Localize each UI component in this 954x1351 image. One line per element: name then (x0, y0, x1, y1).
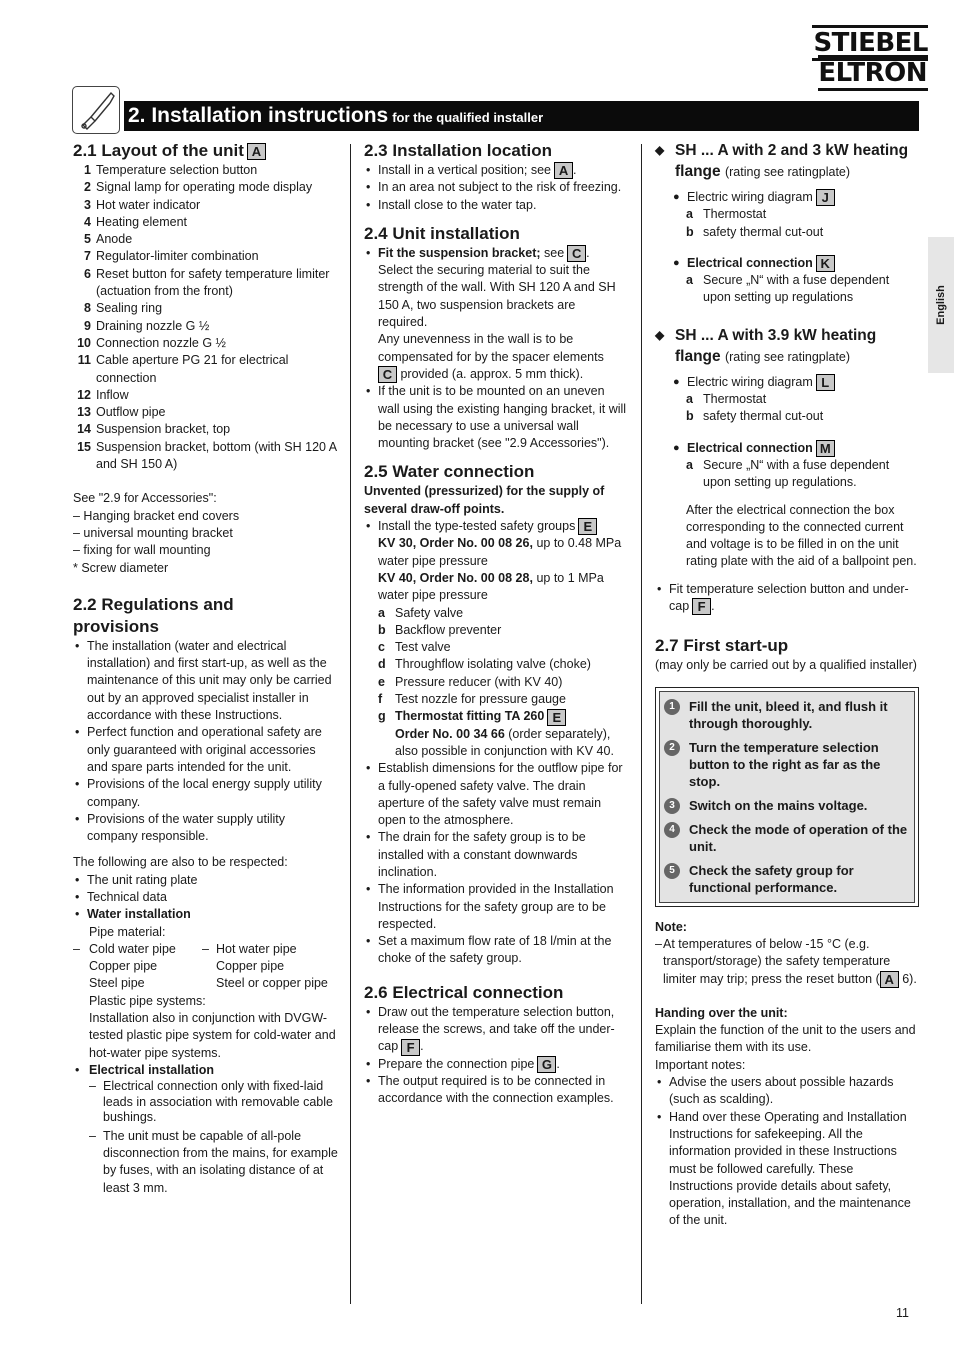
section-2-2-title: 2.2 Regulations and provisions (73, 594, 234, 636)
installation-list (364, 245, 627, 453)
start-up-step (664, 862, 908, 896)
wiring-diagram-l: ● Electric wiring diagram L (671, 374, 919, 391)
layout-item (73, 352, 339, 387)
sub-item: g Thermostat fitting TA 260 E Order No. 00 34 66 (order separately), also possible in conjunction with KV 40. (378, 709, 614, 758)
start-up-steps-box (655, 687, 919, 907)
layout-item (73, 335, 339, 352)
figure-ref: F (692, 598, 711, 615)
plastic-label: Plastic pipe systems: (89, 993, 206, 1008)
note-heading: Note: (655, 919, 687, 934)
item-number: 3 (84, 197, 91, 212)
pipe-cell: Steel pipe (89, 976, 145, 991)
electrical-note: – The unit must be capable of all-pole disconnection from the mains, for example by fuses, with an isolating distance of at least 3 mm. (89, 1128, 339, 1197)
layout-item (73, 318, 339, 335)
brand-logo: STIEBEL ELTRON (722, 28, 928, 58)
item-label: Reset button for safety temperature limiter (actuation from the front) (96, 266, 330, 299)
section-2-6-title: 2.6 Electrical connection (364, 982, 564, 1002)
start-up-steps (659, 691, 915, 903)
item-label: Draining nozzle G ½ (96, 318, 210, 333)
list-item: • Provisions of the local energy supply utility company. (73, 776, 339, 811)
step-text: Turn the temperature selection button to the right as far as the stop. (689, 739, 881, 789)
item-number: 15 (77, 439, 91, 454)
section-2-3-title: 2.3 Installation location (364, 141, 552, 160)
step-text: Fill the unit, bleed it, and flush it through thoroughly. (689, 698, 888, 731)
list-item: • In an area not subject to the risk of freezing. (364, 179, 627, 196)
list-item: • Install the type-tested safety groups E KV 30, Order No. 00 08 26, up to 0.48 MPa water pipe pressure KV 40, Order No. 00 08 28, up to 1 MPa water pipe pressure (364, 518, 627, 604)
layout-item (73, 404, 339, 421)
sub-item: b safety thermal cut-out (686, 409, 824, 424)
figure-ref: K (816, 255, 835, 272)
language-tab: English (928, 237, 954, 373)
water-intro: Unvented (pressurized) for the supply of several draw-off points. (364, 484, 605, 516)
sub-item: a Thermostat (686, 207, 767, 222)
layout-item (73, 300, 339, 317)
pipe-table (73, 941, 339, 993)
sh-2-3kw-title: ◆ SH ... A with 2 and 3 kW heating flange (rating see ratingplate) (655, 140, 919, 183)
item-label: Suspension bracket, bottom (with SH 120 A and SH 150 A) (96, 439, 337, 472)
start-up-step (664, 797, 908, 814)
step-number-icon: 1 (664, 699, 680, 715)
page-number: 11 (896, 1306, 909, 1320)
column-divider (641, 144, 642, 1304)
step-number-icon: 5 (664, 863, 680, 879)
location-list (364, 162, 627, 214)
accessory-item: – Hanging bracket end covers (73, 508, 240, 523)
item-number: 2 (84, 180, 91, 195)
layout-item (73, 231, 339, 248)
section-2-1-title: 2.1 Layout of the unit A (73, 140, 339, 162)
list-item: • Set a maximum flow rate of 18 l/min at the choke of the safety group. (364, 933, 627, 968)
figure-ref: C (567, 245, 586, 262)
screwdriver-icon (72, 86, 120, 134)
start-up-step (664, 698, 908, 732)
respect-intro: The following are also to be respected: (73, 855, 288, 870)
important-notes-list (655, 1074, 919, 1230)
layout-item (73, 248, 339, 265)
item-label: Outflow pipe (96, 405, 166, 420)
electrical-connection-m: ● Electrical connection M (671, 440, 919, 457)
sub-item: a Secure „N“ with a fuse dependent upon setting up regulations. (686, 457, 890, 490)
layout-item (73, 197, 339, 214)
item-label: Regulator-limiter combination (96, 249, 259, 264)
sub-item: e Pressure reducer (with KV 40) (378, 674, 563, 689)
item-label: Inflow (96, 387, 129, 402)
sub-item: b Backflow preventer (378, 622, 502, 637)
sub-item: d Throughflow isolating valve (choke) (378, 657, 591, 672)
banner-subtitle: for the qualified installer (392, 110, 544, 125)
step-text: Check the mode of operation of the unit. (689, 821, 908, 854)
item-number: 9 (84, 318, 91, 333)
wiring-diagram-j: ● Electric wiring diagram J (671, 189, 919, 206)
step-text: Switch on the mains voltage. (689, 797, 868, 813)
column-1 (73, 140, 339, 1197)
accessory-item: – fixing for wall mounting (73, 543, 211, 558)
accessory-item: – universal mounting bracket (73, 525, 233, 540)
section-2-4-title: 2.4 Unit installation (364, 223, 520, 243)
item-label: Temperature selection button (96, 163, 258, 177)
figure-ref: E (578, 518, 597, 535)
handover-text: Explain the function of the unit to the users and familiarise them with its use. (655, 1023, 916, 1055)
electrical-connection-list (364, 1004, 627, 1108)
figure-ref: J (816, 189, 835, 206)
list-item: • Fit temperature selection button and under-cap F . (655, 581, 919, 616)
step-number-icon: 3 (664, 798, 680, 814)
sub-item: a Secure „N“ with a fuse dependent upon setting up regulations (686, 273, 890, 305)
electrical-connection-k: ● Electrical connection K (671, 255, 919, 272)
pipe-cell: Copper pipe (89, 959, 158, 974)
accessory-item: * Screw diameter (73, 560, 169, 575)
pipe-header: – Hot water pipe (202, 941, 328, 958)
list-item: • Fit the suspension bracket; see C . Select the securing material to suit the strength of the wall. With SH 120 A and SH 150 A, two suspension brackets are required. Any unevenness in the wall is to be compensated for by the spacer elements C provided (a. approx. 5 mm thick). (364, 245, 627, 383)
pipe-cell: Steel or copper pipe (216, 976, 328, 991)
figure-ref: M (816, 440, 835, 457)
start-up-subtitle: (may only be carried out by a qualified installer) (655, 658, 917, 673)
step-number-icon: 4 (664, 822, 680, 838)
safety-group-parts (364, 605, 627, 709)
item-label: Anode (96, 232, 133, 247)
layout-item (73, 266, 339, 301)
list-item: • Draw out the temperature selection button, release the screws, and take off the under-cap F . (364, 1004, 627, 1056)
banner-title: 2. Installation instructions (128, 104, 389, 127)
list-item: • Establish dimensions for the outflow pipe for a fully-opened safety valve. The drain aperture of the safety valve must remain open to the atmosphere. (364, 760, 627, 829)
item-label: Cable aperture PG 21 for electrical connection (96, 353, 289, 385)
list-item: • The installation (water and electrical installation) and first start-up, as well as the maintenance of this unit may only be carried out by an approved specialist installer in accordance with these Instructions. (73, 638, 339, 724)
accessories-list (73, 508, 339, 577)
sub-item: a Thermostat (686, 392, 767, 407)
list-item: • Electrical installation (73, 1062, 339, 1079)
fit-list (655, 581, 919, 616)
electrical-note: – Electrical connection only with fixed-laid leads in association with removable cable bushings. (89, 1079, 339, 1126)
item-number: 14 (77, 422, 91, 437)
item-number: 6 (84, 266, 91, 281)
item-label: Suspension bracket, top (96, 422, 231, 437)
item-label: Connection nozzle G ½ (96, 335, 226, 350)
list-item: • Install close to the water tap. (364, 197, 627, 214)
sub-item: b safety thermal cut-out (686, 224, 824, 239)
figure-ref: E (547, 709, 566, 726)
figure-ref: A (247, 143, 266, 160)
layout-item (73, 421, 339, 438)
list-item: • Advise the users about possible hazards (such as scalding). (655, 1074, 919, 1109)
section-2-7-title: 2.7 First start-up (655, 636, 789, 656)
note-text: – At temperatures of below -15 °C (e.g. transport/storage) the safety temperature limiter may trip; press the reset button ( A 6). (655, 936, 919, 988)
item-label: Sealing ring (96, 301, 163, 316)
item-label: Hot water indicator (96, 197, 201, 212)
step-number-icon: 2 (664, 740, 680, 756)
item-label: Signal lamp for operating mode display (96, 180, 313, 195)
list-item: • Install in a vertical position; see A . (364, 162, 627, 179)
item-number: 7 (84, 249, 91, 264)
list-item: • Technical data (73, 889, 339, 906)
step-text: Check the safety group for functional performance. (689, 862, 854, 895)
electrical-list (73, 1062, 339, 1079)
column-3 (655, 140, 919, 1230)
plastic-text: Installation also in conjunction with DVGW-tested plastic pipe system for cold-water and hot-water pipe systems. (89, 1011, 336, 1060)
sub-item: a Safety valve (378, 605, 464, 620)
sub-item: c Test valve (378, 640, 451, 655)
after-connection-note: After the electrical connection the box corresponding to the connected current and voltage is to be filled in on the unit rating plate with the aid of a ballpoint pen. (686, 502, 917, 569)
pipe-header: – Cold water pipe (73, 941, 202, 958)
handover-heading: Handing over the unit: (655, 1005, 788, 1020)
layout-item (73, 439, 339, 474)
item-number: 4 (84, 214, 91, 229)
layout-item (73, 214, 339, 231)
layout-item (73, 162, 339, 179)
column-divider (350, 144, 351, 1304)
list-item: • If the unit is to be mounted on an uneven wall using the existing hanging bracket, it will be necessary to use a universal wall mounting bracket (see "2.9 Accessories"). (364, 383, 627, 452)
item-number: 1 (84, 163, 91, 177)
list-item: • Water installation (73, 906, 339, 923)
important-notes-label: Important notes: (655, 1057, 746, 1072)
item-number: 11 (77, 353, 91, 368)
layout-item (73, 179, 339, 196)
list-item: • Provisions of the water supply utility company responsible. (73, 811, 339, 846)
layout-item (73, 387, 339, 404)
water-list-2 (364, 760, 627, 968)
section-banner (124, 101, 919, 131)
figure-ref: C (378, 366, 397, 383)
list-item: • The information provided in the Installation Instructions for the safety group are to be respected. (364, 881, 627, 933)
respect-list (73, 872, 339, 924)
regulations-list (73, 638, 339, 846)
figure-ref: A (554, 162, 573, 179)
list-item: • Hand over these Operating and Installation Instructions for safekeeping. All the information provided in these Instructions must be followed carefully. These Instructions provide details about safety, operation, installation, and the maintenance of the unit. (655, 1109, 919, 1230)
start-up-step (664, 821, 908, 855)
list-item: • Prepare the connection pipe G . (364, 1056, 627, 1073)
accessories-ref: See "2.9 for Accessories": (73, 491, 217, 506)
list-item: • The output required is to be connected in accordance with the connection examples. (364, 1073, 627, 1108)
pipe-material-label: Pipe material: (89, 924, 166, 939)
item-label: Heating element (96, 214, 188, 229)
figure-ref: A (880, 971, 899, 988)
item-number: 8 (84, 301, 91, 316)
item-number: 13 (77, 405, 91, 420)
water-list (364, 518, 627, 604)
list-item: • Perfect function and operational safety are only guaranteed with original accessories and spare parts intended for the unit. (73, 724, 339, 776)
figure-ref: F (401, 1039, 420, 1056)
list-item: • The drain for the safety group is to be installed with a constant downwards inclination. (364, 829, 627, 881)
start-up-step (664, 739, 908, 790)
layout-list (73, 162, 339, 473)
pipe-cell: Copper pipe (216, 959, 285, 974)
sh-39kw-title: ◆ SH ... A with 3.9 kW heating flange (rating see ratingplate) (655, 325, 919, 368)
list-item: • The unit rating plate (73, 872, 339, 889)
sub-item: f Test nozzle for pressure gauge (378, 692, 566, 707)
item-number: 12 (77, 387, 91, 402)
item-number: 10 (77, 335, 91, 350)
figure-ref: G (537, 1056, 556, 1073)
section-2-5-title: 2.5 Water connection (364, 462, 535, 482)
item-number: 5 (84, 232, 91, 247)
figure-ref: L (816, 374, 835, 391)
column-2 (364, 140, 627, 1108)
